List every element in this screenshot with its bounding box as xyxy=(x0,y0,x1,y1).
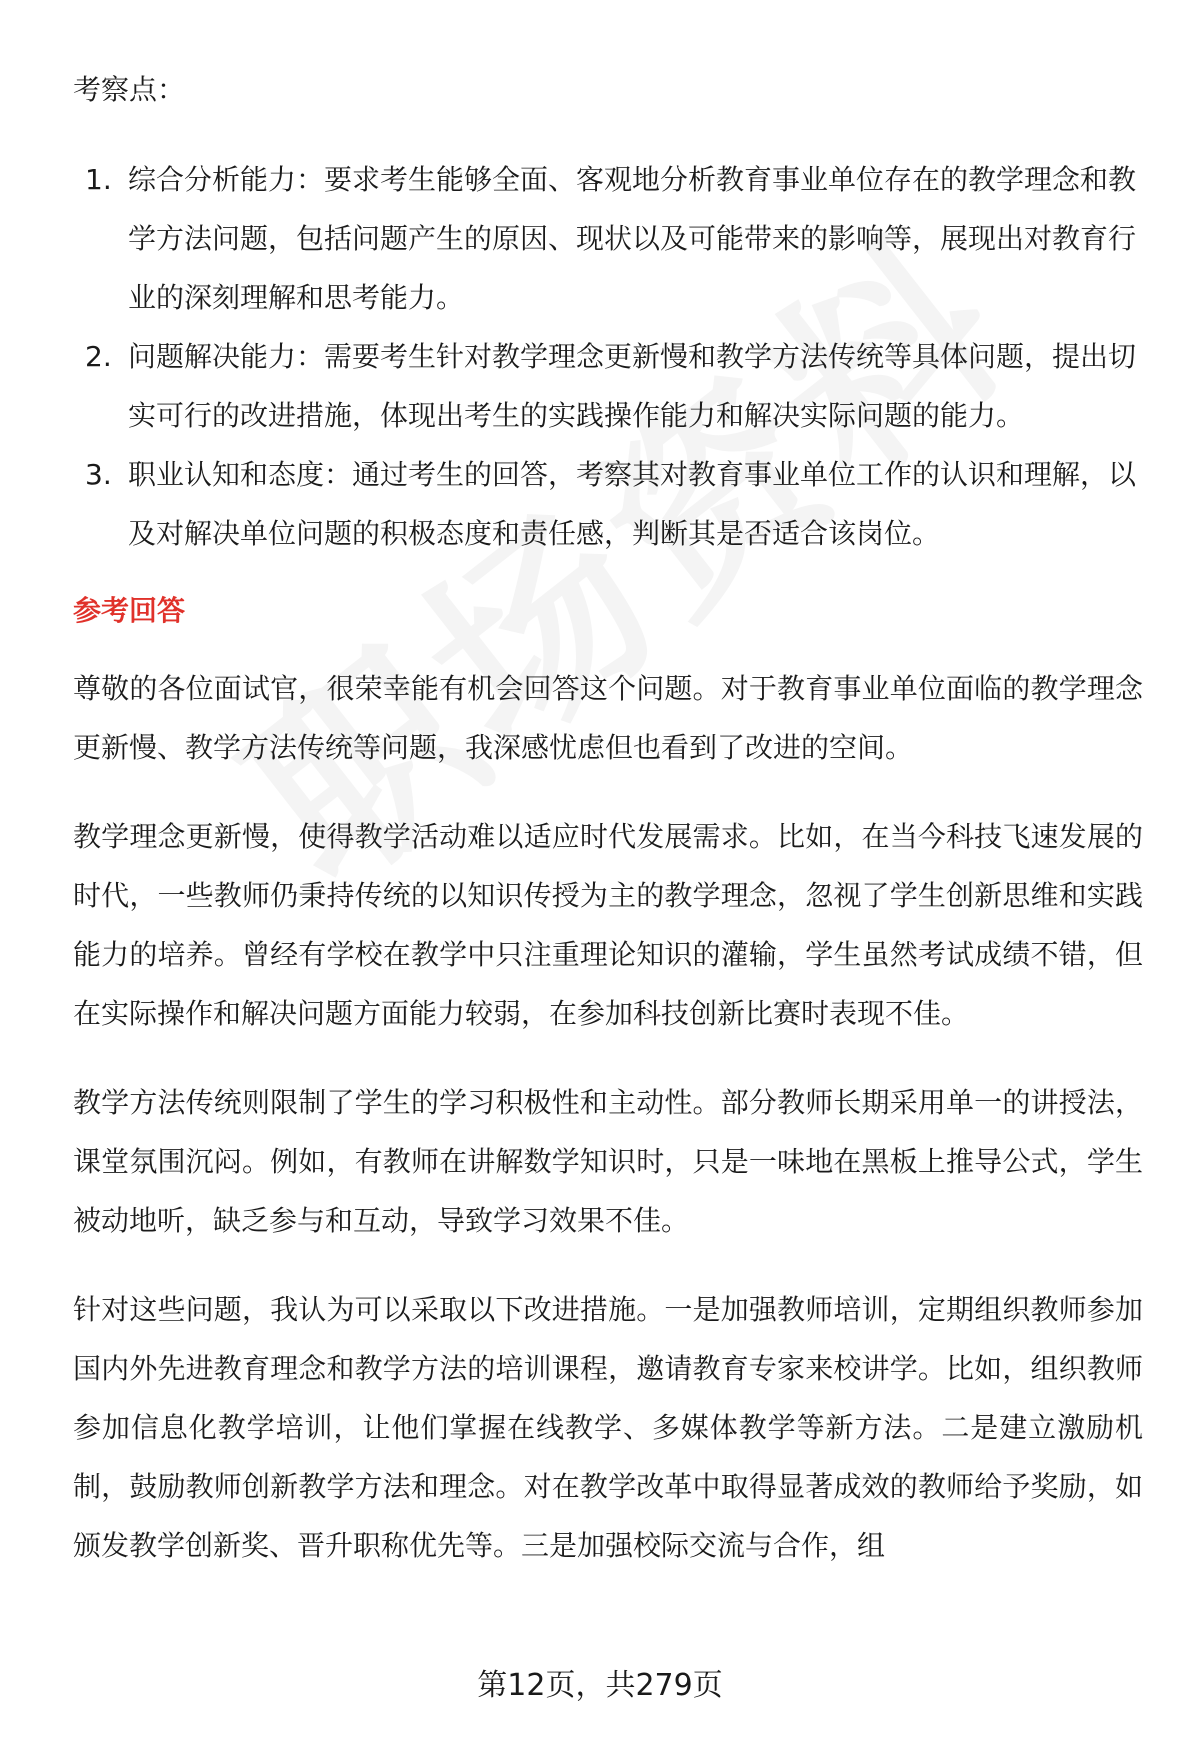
list-item xyxy=(73,445,1143,563)
list-item-number: 1. xyxy=(85,163,112,196)
page-number: 第12页，共279页 xyxy=(477,1668,723,1703)
paragraph: 尊敬的各位面试官，很荣幸能有机会回答这个问题。对于教育事业单位面临的教学理念更新慢、教学方法传统等问题，我深感忧虑但也看到了改进的空间。 xyxy=(73,672,1143,764)
assessment-points-list xyxy=(73,150,1143,563)
list-item xyxy=(73,327,1143,445)
list-item-text: 问题解决能力：需要考生针对教学理念更新慢和教学方法传统等具体问题，提出切实可行的改进措施，体现出考生的实践操作能力和解决实际问题的能力。 xyxy=(128,340,1137,432)
paragraph: 针对这些问题，我认为可以采取以下改进措施。一是加强教师培训，定期组织教师参加国内外先进教育理念和教学方法的培训课程，邀请教育专家来校讲学。比如，组织教师参加信息化教学培训，让他们掌握在线教学、多媒体教学等新方法。二是建立激励机制，鼓励教师创新教学方法和理念。对在教学改革中取得显著成效的教师给予奖励，如颁发教学创新奖、晋升职称优先等。三是加强校际交流与合作，组 xyxy=(73,1293,1143,1562)
section-title-reference-answer: 参考回答 xyxy=(73,594,186,627)
list-item-text: 职业认知和态度：通过考生的回答，考察其对教育事业单位工作的认识和理解，以及对解决单位问题的积极态度和责任感，判断其是否适合该岗位。 xyxy=(128,458,1137,550)
heading-assessment-points: 考察点： xyxy=(73,73,186,106)
paragraph: 教学方法传统则限制了学生的学习积极性和主动性。部分教师长期采用单一的讲授法，课堂氛围沉闷。例如，有教师在讲解数学知识时，只是一味地在黑板上推导公式，学生被动地听，缺乏参与和互动，导致学习效果不佳。 xyxy=(73,1086,1143,1237)
document-body xyxy=(73,60,1143,1605)
list-item-number: 3. xyxy=(85,458,112,491)
list-item xyxy=(73,150,1143,327)
paragraph: 教学理念更新慢，使得教学活动难以适应时代发展需求。比如，在当今科技飞速发展的时代，一些教师仍秉持传统的以知识传授为主的教学理念，忽视了学生创新思维和实践能力的培养。曾经有学校在教学中只注重理论知识的灌输，学生虽然考试成绩不错，但在实际操作和解决问题方面能力较弱，在参加科技创新比赛时表现不佳。 xyxy=(73,820,1143,1030)
list-item-number: 2. xyxy=(85,340,112,373)
list-item-text: 综合分析能力：要求考生能够全面、客观地分析教育事业单位存在的教学理念和教学方法问题，包括问题产生的原因、现状以及可能带来的影响等，展现出对教育行业的深刻理解和思考能力。 xyxy=(128,163,1137,314)
